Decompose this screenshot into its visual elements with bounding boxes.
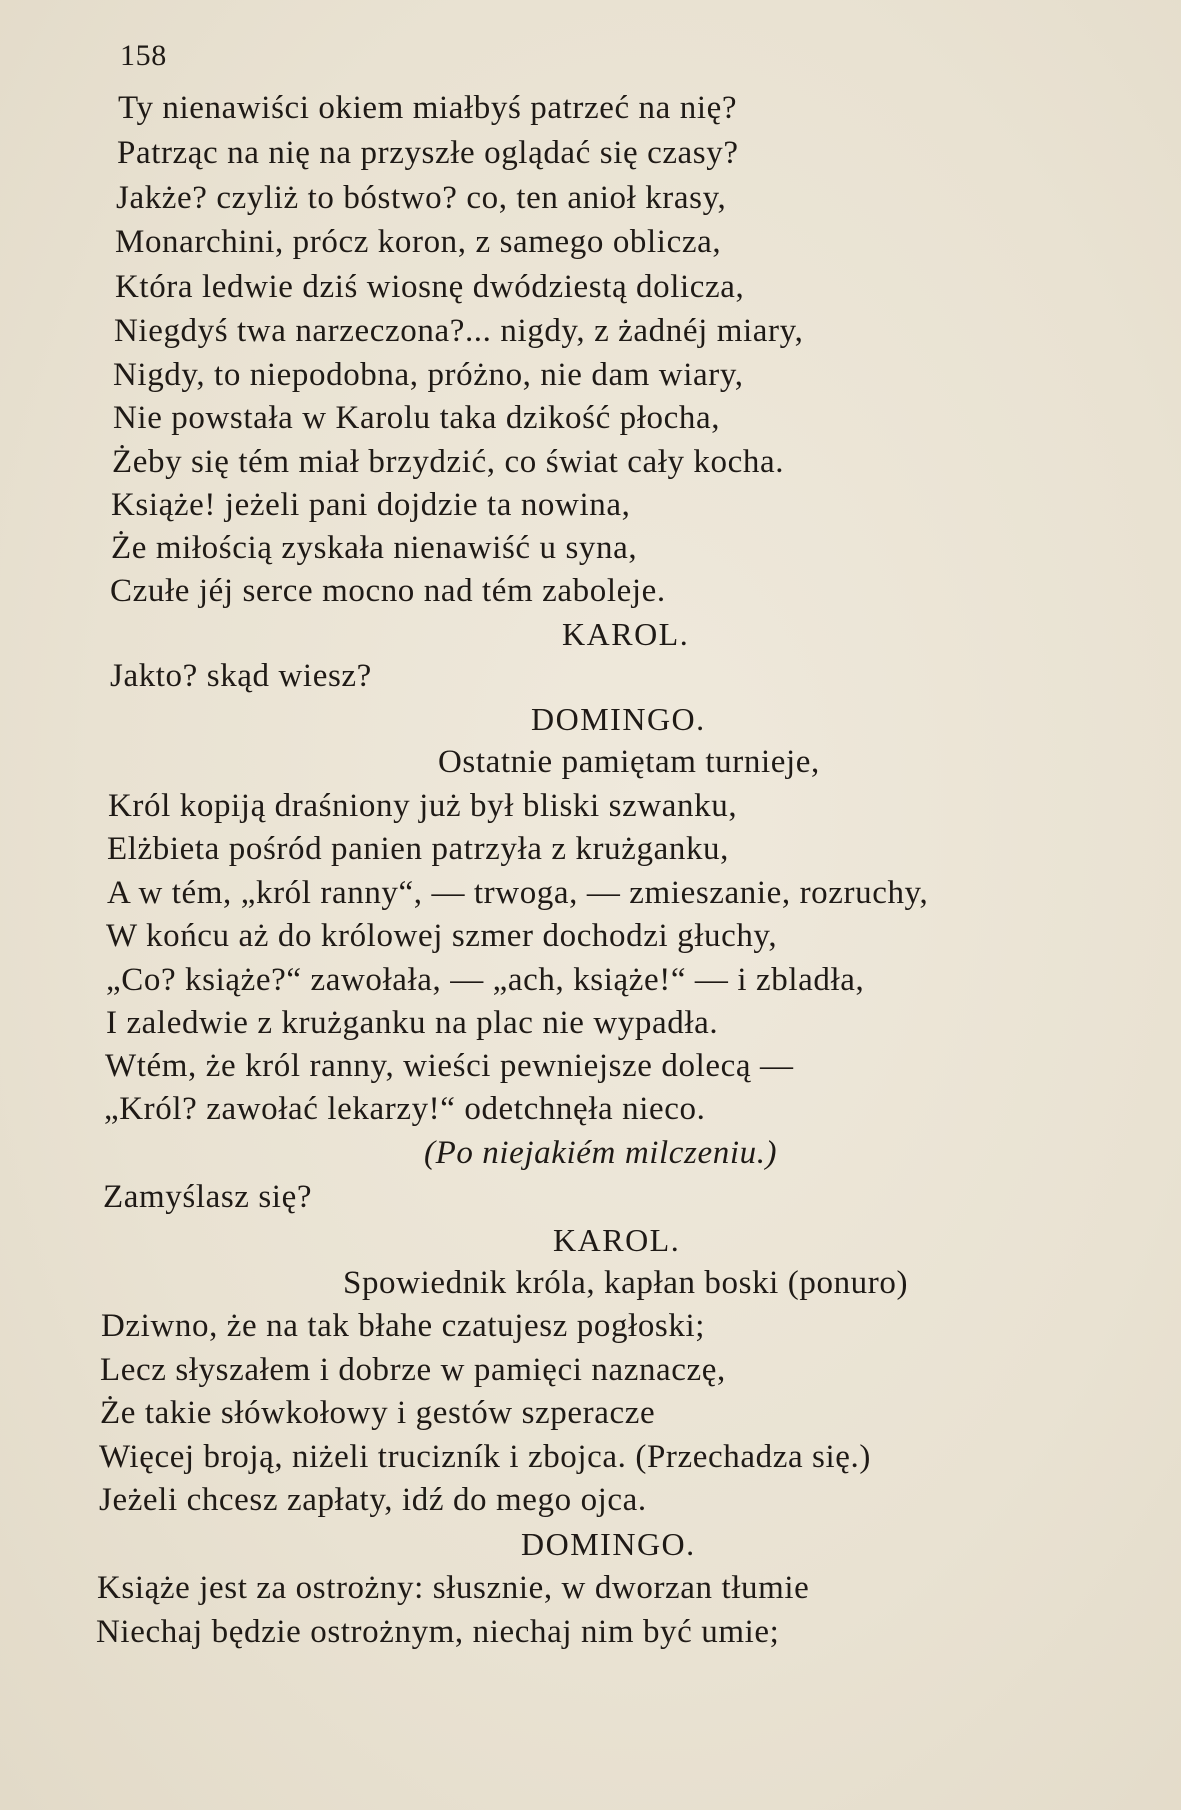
verse-line: Zamyślasz się?	[103, 1179, 313, 1215]
verse-line: Czułe jéj serce mocno nad tém zaboleje.	[110, 573, 666, 609]
verse-line: Jakże? czyliż to bóstwo? co, ten anioł krasy,	[116, 180, 727, 216]
page-number: 158	[120, 39, 167, 72]
verse-line: Wtém, że król ranny, wieści pewniejsze dolecą —	[105, 1048, 794, 1084]
speaker-name: KAROL.	[562, 616, 690, 652]
verse-line: Nie powstała w Karolu taka dzikość płocha,	[113, 400, 721, 436]
stage-direction: (Po niejakiém milczeniu.)	[424, 1135, 778, 1171]
verse-line: Niechaj będzie ostrożnym, niechaj nim być umie;	[96, 1614, 780, 1650]
verse-line: Która ledwie dziś wiosnę dwódziestą dolicza,	[115, 269, 745, 305]
verse-line: „Król? zawołać lekarzy!“ odetchnęła nieco.	[104, 1091, 706, 1127]
verse-line: Dziwno, że na tak błahe czatujesz pogłoski;	[101, 1308, 706, 1344]
speaker-name: DOMINGO.	[521, 1526, 696, 1562]
verse-line: Niegdyś twa narzeczona?... nigdy, z żadnéj miary,	[114, 313, 804, 349]
verse-line: Książe! jeżeli pani dojdzie ta nowina,	[111, 487, 631, 523]
verse-line: A w tém, „król ranny“, — trwoga, — zmieszanie, rozruchy,	[107, 875, 929, 911]
verse-line: Ty nienawiści okiem miałbyś patrzeć na nię?	[118, 90, 738, 126]
verse-line: Że miłością zyskała nienawiść u syna,	[111, 530, 638, 566]
speaker-name: KAROL.	[553, 1222, 681, 1258]
verse-line: Elżbieta pośród panien patrzyła z krużganku,	[107, 831, 729, 867]
verse-line: Monarchini, prócz koron, z samego oblicza,	[115, 224, 722, 260]
verse-line: Żeby się tém miał brzydzić, co świat cały kocha.	[112, 444, 785, 480]
verse-line: Lecz słyszałem i dobrze w pamięci naznaczę,	[100, 1352, 726, 1388]
verse-line: Jakto? skąd wiesz?	[110, 658, 372, 694]
verse-line: Patrząc na nię na przyszłe oglądać się czasy?	[117, 135, 739, 171]
verse-line: Więcej broją, niżeli trucizník i zbojca. (Przechadza się.)	[99, 1439, 871, 1475]
verse-line: „Co? książe?“ zawołała, — „ach, książe!“ — i zbladła,	[106, 962, 865, 998]
verse-line: Że takie słówkołowy i gestów szperacze	[100, 1395, 656, 1431]
verse-line: Król kopiją draśniony już był bliski szwanku,	[108, 788, 738, 824]
verse-line: Jeżeli chcesz zapłaty, idź do mego ojca.	[99, 1482, 647, 1518]
verse-line: Spowiednik króla, kapłan boski (ponuro)	[343, 1265, 909, 1301]
verse-line: I zaledwie z krużganku na plac nie wypadła.	[106, 1005, 719, 1041]
verse-line: W końcu aż do królowej szmer dochodzi głuchy,	[106, 918, 778, 954]
verse-line: Książe jest za ostrożny: słusznie, w dworzan tłumie	[97, 1570, 810, 1606]
speaker-name: DOMINGO.	[531, 701, 706, 737]
verse-line: Ostatnie pamiętam turnieje,	[438, 744, 820, 780]
verse-line: Nigdy, to niepodobna, próżno, nie dam wiary,	[113, 357, 744, 393]
